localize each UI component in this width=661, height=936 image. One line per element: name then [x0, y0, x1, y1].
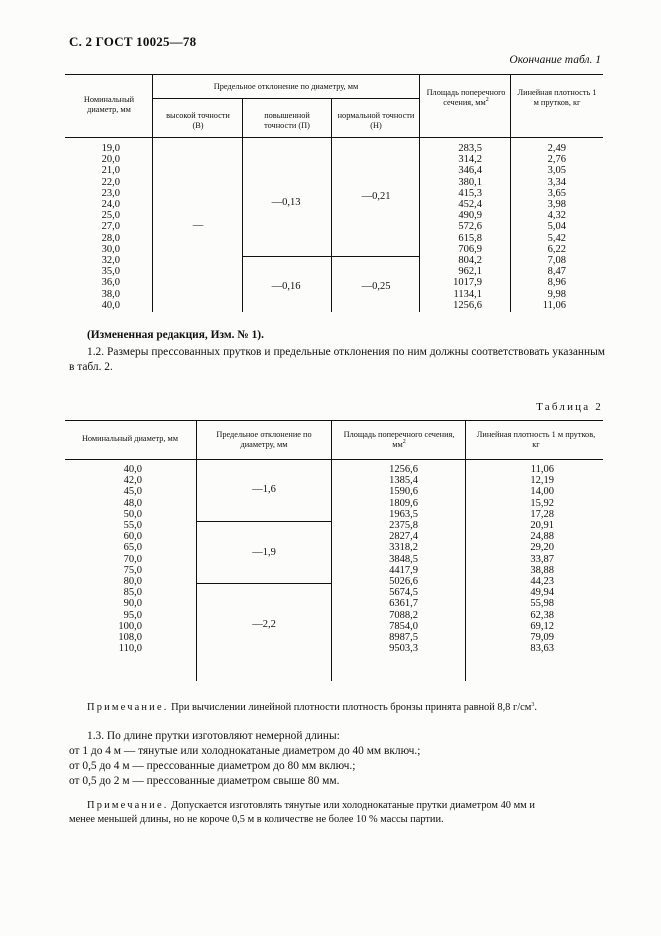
table1-density-cell: 2,49	[547, 143, 566, 154]
table2-group-rule-1	[197, 521, 331, 522]
table1-header-area-text: Площадь поперечного сечения, мм	[426, 88, 506, 107]
table1-area-cell: 615,8	[458, 232, 482, 244]
table2-density-cell: 79,09	[530, 632, 554, 644]
table1-elevated-2: —0,16	[271, 281, 301, 292]
table1-diameter-cell: 27,0	[101, 221, 120, 233]
note1-sup: 3	[531, 702, 535, 708]
table2-diameter-cell: 75,0	[123, 564, 142, 576]
table2-area-cell: 1963,5	[389, 508, 418, 520]
table1-area-cell: 804,2	[458, 255, 482, 267]
note-2	[87, 799, 605, 813]
table-continuation-caption: Окончание табл. 1	[509, 54, 601, 66]
note1-text: При вычислении линейной плотности плотность бронзы принята равной 8,8 г/см	[171, 702, 532, 713]
table1-area-cell: 346,4	[458, 165, 482, 177]
table1-diameter-cell: 38,0	[101, 288, 120, 300]
table2-caption: Таблица 2	[536, 401, 603, 413]
table2-diameter-cell: 42,0	[123, 475, 142, 487]
note2-text-1: Допускается изготовлять тянутые или холоднокатаные прутки диаметром 40 мм и	[171, 800, 535, 811]
table2-area-cell: 8987,5	[389, 632, 418, 644]
table2-diameter-cell: 85,0	[123, 587, 142, 599]
table1-diameter-cell: 36,0	[101, 277, 120, 289]
table1-density-cell: 3,34	[547, 176, 566, 188]
table1-area-cell: 1017,9	[453, 277, 482, 289]
table2-area-cell: 7088,2	[389, 609, 418, 621]
table2-area-cell: 7854,0	[389, 620, 418, 632]
page-header: С. 2 ГОСТ 10025—78	[69, 34, 197, 49]
table2-diameter-cell: 55,0	[123, 520, 142, 532]
table1-density-cell: 7,08	[547, 255, 566, 267]
table1-header-density: Линейная плотность 1 м прутков, кг	[517, 88, 597, 107]
table2-header-density: Линейная плотность 1 м прутков, кг	[476, 430, 596, 449]
table2-diameter-cell: 40,0	[123, 464, 142, 475]
table2-deviation-1: —1,6	[252, 484, 276, 495]
table1-density-cell: 8,96	[547, 277, 566, 289]
table2-areas	[366, 464, 418, 654]
table1-normal-1: —0,21	[361, 191, 391, 202]
table1-header-diameter: Номинальный диаметр, мм	[83, 95, 135, 114]
table2-area-cell: 5674,5	[389, 587, 418, 599]
table1-area-cell: 314,2	[458, 154, 482, 166]
table1-density-cell: 3,05	[547, 165, 566, 177]
table1-density-cell: 11,06	[542, 299, 566, 311]
table1-density-cell: 6,22	[547, 243, 566, 255]
table1-density-cell: 9,98	[547, 288, 566, 300]
table2-vline-3	[465, 420, 466, 681]
table1-diameter-cell: 21,0	[101, 165, 120, 177]
table2-header-diameter: Номинальный диаметр, мм	[81, 434, 179, 443]
revision-note: (Измененная редакция, Изм. № 1).	[87, 329, 264, 341]
table2-density-cell: 14,00	[530, 486, 554, 498]
table2-density-cell: 69,12	[530, 620, 554, 632]
table1-diameter-cell: 19,0	[101, 143, 120, 154]
table1-normal-2: —0,25	[361, 281, 391, 292]
table1-diameter-cell: 23,0	[101, 187, 120, 199]
table2-density-cell: 62,38	[530, 609, 554, 621]
note-2-cont: менее меньшей длины, но не короче 0,5 м в количестве не более 10 % массы партии.	[69, 814, 444, 825]
paragraph-1-2: 1.2. Размеры прессованных прутков и предельные отклонения по ним должны соответствовать указанным в табл. 2.	[69, 346, 605, 373]
table1-header-area-sup: 2	[485, 97, 489, 103]
note1-end: .	[534, 702, 537, 713]
table2-density-cell: 20,91	[530, 520, 554, 532]
table1-density-cell: 5,04	[547, 221, 566, 233]
table1-high-dash: —	[192, 220, 204, 231]
table1-diameter-cell: 22,0	[101, 176, 120, 188]
table1-density-cell: 2,76	[547, 154, 566, 166]
table2-area-cell: 3848,5	[389, 553, 418, 565]
table2-vline-1	[196, 420, 197, 681]
table1-diameter-cell: 40,0	[101, 299, 120, 311]
table2-diameters	[102, 464, 142, 654]
table1-area-cell: 380,1	[458, 176, 482, 188]
table2-area-cell: 1590,6	[389, 486, 418, 498]
table2-diameter-cell: 95,0	[123, 609, 142, 621]
table2-diameter-cell: 45,0	[123, 486, 142, 498]
table2-area-cell: 1809,6	[389, 497, 418, 509]
table2-diameter-cell: 65,0	[123, 542, 142, 554]
table2-diameter-cell: 60,0	[123, 531, 142, 543]
table1-elevated-1: —0,13	[271, 197, 301, 208]
table1-area-cell: 283,5	[458, 143, 482, 154]
table1-area-cell: 706,9	[458, 243, 482, 255]
table2-header-area-text: Площадь поперечного сечения, мм	[343, 430, 455, 449]
table2-density-cell: 49,94	[530, 587, 554, 599]
table2-area-cell: 6361,7	[389, 598, 418, 610]
table2-diameter-cell: 50,0	[123, 508, 142, 520]
table2-densities	[512, 464, 554, 654]
table2-density-cell: 17,28	[530, 508, 554, 520]
note1-label: Примечание.	[87, 702, 169, 713]
table2-diameter-cell: 110,0	[118, 643, 142, 655]
table1-header-elevated: повышенной точности (П)	[264, 111, 310, 130]
table2-header-area-sup: 2	[402, 439, 406, 445]
table2-density-cell: 11,06	[530, 464, 554, 475]
note-1	[87, 701, 607, 715]
table2-density-cell: 24,88	[530, 531, 554, 543]
table2-density-cell: 29,20	[530, 542, 554, 554]
table1-diameter-cell: 25,0	[101, 210, 120, 222]
table1-density-cell: 4,32	[547, 210, 566, 222]
table1-area-cell: 490,9	[458, 210, 482, 222]
table2-diameter-cell: 48,0	[123, 497, 142, 509]
table2-header-deviation: Предельное отклонение по диаметру, мм	[216, 430, 312, 449]
table2-diameter-cell: 80,0	[123, 576, 142, 588]
table1-density-cell: 5,42	[547, 232, 566, 244]
table2-area-cell: 1385,4	[389, 475, 418, 487]
table1-area-cell: 962,1	[458, 266, 482, 278]
table1-header-deviation: Предельное отклонение по диаметру, мм	[213, 82, 359, 91]
table1-diameter-cell: 30,0	[101, 243, 120, 255]
length-item-1: от 1 до 4 м — тянутые или холоднокатаные диаметром до 40 мм включ.;	[69, 745, 421, 757]
table2-area-cell: 9503,3	[389, 643, 418, 655]
table2-density-cell: 38,88	[530, 564, 554, 576]
table1-area-cell: 1256,6	[453, 299, 482, 311]
table1-area-cell: 572,6	[458, 221, 482, 233]
table2-area-cell: 2375,8	[389, 520, 418, 532]
table1-area-cell: 415,3	[458, 187, 482, 199]
table1-diameter-cell: 35,0	[101, 266, 120, 278]
table2-diameter-cell: 108,0	[118, 632, 142, 644]
table2-density-cell: 15,92	[530, 497, 554, 509]
table1-density-cell: 3,65	[547, 187, 566, 199]
paragraph-1-3: 1.3. По длине прутки изготовляют немерной длины:	[87, 730, 340, 742]
table2-top-rule	[65, 420, 603, 421]
table2-area-cell: 2827,4	[389, 531, 418, 543]
table2-density-cell: 55,98	[530, 598, 554, 610]
table1-diameter-cell: 32,0	[101, 255, 120, 267]
length-item-2: от 0,5 до 4 м — прессованные диаметром до 80 мм включ.;	[69, 760, 356, 772]
table1-area-cell: 1134,1	[453, 288, 482, 300]
table2-deviation-2: —1,9	[252, 547, 276, 558]
table2-header-bottom-rule	[65, 459, 603, 460]
table1-header-normal: нормальной точности (Н)	[337, 111, 415, 130]
table2-diameter-cell: 90,0	[123, 598, 142, 610]
table1-density-cell: 8,47	[547, 266, 566, 278]
table2-area-cell: 1256,6	[389, 464, 418, 475]
table2-diameter-cell: 100,0	[118, 620, 142, 632]
table2-diameter-cell: 70,0	[123, 553, 142, 565]
table1-diameter-cell: 28,0	[101, 232, 120, 244]
table2-group-rule-2	[197, 583, 331, 584]
table2-density-cell: 44,23	[530, 576, 554, 588]
table1-diameter-cell: 24,0	[101, 199, 120, 211]
table2-deviation-3: —2,2	[252, 619, 276, 630]
note2-label: Примечание.	[87, 800, 169, 811]
table2-vline-2	[331, 420, 332, 681]
length-item-3: от 0,5 до 2 м — прессованные диаметром свыше 80 мм.	[69, 775, 340, 787]
table1-header-high: высокой точности (В)	[166, 111, 230, 130]
table1-area-cell: 452,4	[458, 199, 482, 211]
table2-density-cell: 12,19	[530, 475, 554, 487]
table2-header-area	[342, 430, 456, 450]
table2-area-cell: 3318,2	[389, 542, 418, 554]
table2-density-cell: 33,87	[530, 553, 554, 565]
table1-density-cell: 3,98	[547, 199, 566, 211]
table2-area-cell: 5026,6	[389, 576, 418, 588]
table2-density-cell: 83,63	[530, 643, 554, 655]
table2-area-cell: 4417,9	[389, 564, 418, 576]
table1-diameter-cell: 20,0	[101, 154, 120, 166]
